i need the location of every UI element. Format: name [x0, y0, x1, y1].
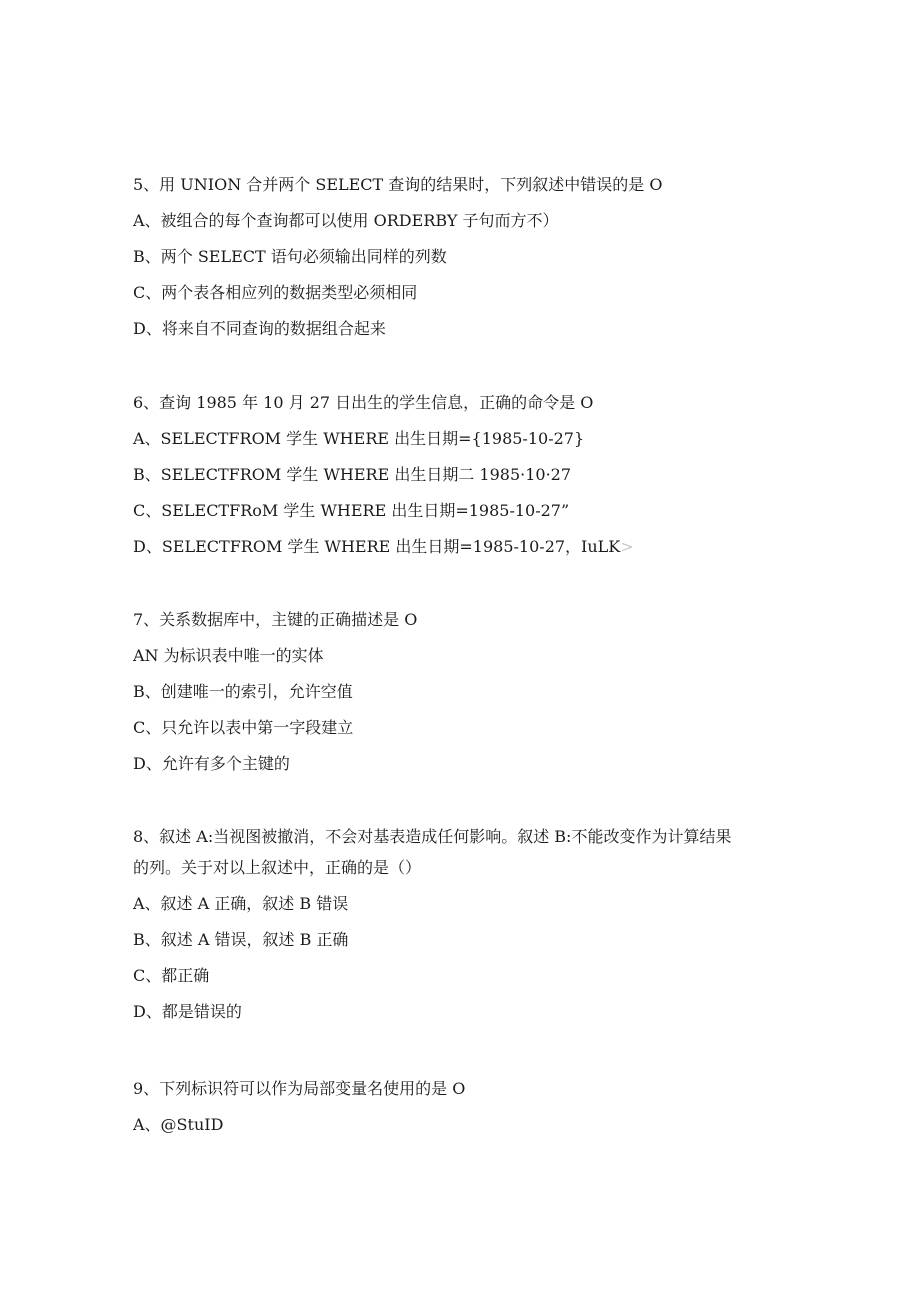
question-7-option-c: C、只允许以表中第一字段建立 — [133, 718, 354, 737]
question-7 — [133, 610, 793, 774]
question-5-option-c: C、两个表各相应列的数据类型必须相同 — [133, 283, 418, 302]
question-9 — [133, 1079, 793, 1135]
question-6 — [133, 393, 793, 557]
question-8-option-d: D、都是错误的 — [133, 1002, 242, 1021]
question-8 — [133, 827, 793, 1022]
question-7-option-d: D、允许有多个主键的 — [133, 754, 290, 773]
question-9-option-a: A、@StuID — [133, 1115, 224, 1134]
question-6-option-c: C、SELECTFRoM 学生 WHERE 出生日期=1985-10-27” — [133, 501, 570, 520]
question-6-option-b: B、SELECTFROM 学生 WHERE 出生日期二 1985·10·27 — [133, 465, 572, 484]
question-6-option-a: A、SELECTFROM 学生 WHERE 出生日期={1985-10-27} — [133, 429, 585, 448]
question-5 — [133, 175, 793, 339]
question-9-stem: 9、下列标识符可以作为局部变量名使用的是 O — [133, 1079, 466, 1098]
question-6-option-d-line — [133, 537, 793, 557]
question-5-option-d: D、将来自不同查询的数据组合起来 — [133, 319, 386, 338]
question-8-stem-line-1: 8、叙述 A:当视图被撤消，不会对基表造成任何影响。叙述 B:不能改变作为计算结果 — [133, 827, 732, 846]
question-7-option-a: AN 为标识表中唯一的实体 — [133, 646, 324, 665]
question-8-option-a: A、叙述 A 正确，叙述 B 错误 — [133, 894, 349, 913]
question-5-option-b: B、两个 SELECT 语句必须输出同样的列数 — [133, 247, 447, 266]
question-7-option-b: B、创建唯一的索引，允许空值 — [133, 682, 353, 701]
question-8-option-b: B、叙述 A 错误，叙述 B 正确 — [133, 930, 349, 949]
question-6-stem: 6、查询 1985 年 10 月 27 日出生的学生信息，正确的命令是 O — [133, 393, 594, 412]
question-5-option-a: A、被组合的每个查询都可以使用 ORDERBY 子句而方不） — [133, 211, 559, 230]
question-5-stem: 5、用 UNION 合并两个 SELECT 查询的结果时，下列叙述中错误的是 O — [133, 175, 663, 194]
question-6-option-d: D、SELECTFROM 学生 WHERE 出生日期=1985-10-27，IuLK — [133, 537, 621, 556]
question-6-trailing-mark: > — [620, 537, 634, 556]
question-8-stem-line-2: 的列。关于对以上叙述中，正确的是（） — [133, 858, 422, 877]
question-8-option-c: C、都正确 — [133, 966, 210, 985]
question-7-stem: 7、关系数据库中，主键的正确描述是 O — [133, 610, 418, 629]
